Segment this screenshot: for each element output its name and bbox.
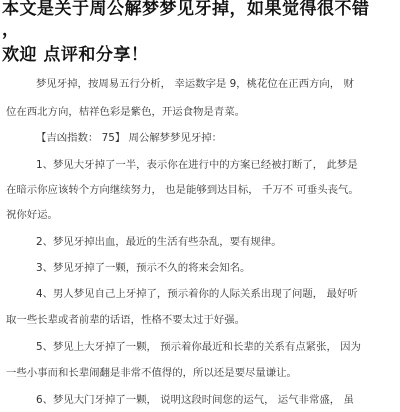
item-1-line-3: 祝你好运。 xyxy=(6,209,58,221)
item-2-line-1: 2、梦见牙掉出血，最近的生活有些杂乱，要有规律。 xyxy=(36,236,282,248)
intro-line-1: 梦见牙掉，按周易五行分析， 幸运数字是 9，桃花位在正西方向， 财 xyxy=(36,78,354,90)
item-6-line-1: 6、梦见大门牙掉了一颗， 说明这段时间您的运气， 运气非常盛， 虽 xyxy=(36,394,354,406)
item-5-line-2: 一些小事而和长辈闹翻是非常不值得的，所以还是要尽量谦让。 xyxy=(6,367,297,379)
item-3-line-1: 3、梦见牙掉了一颗，预示不久的将来会知名。 xyxy=(36,262,251,274)
item-1-line-1: 1、梦见大牙掉了一半，表示你在进行中的方案已经被打断了， 此梦是 xyxy=(36,159,358,171)
title-line-2: ， xyxy=(2,20,20,40)
item-5-line-1: 5、梦见上大牙掉了一颗， 预示着你最近和长辈的关系有点紧张， 因为 xyxy=(36,341,361,353)
intro-line-2: 位在西北方向，桔祥色彩是紫色，开运食物是青菜。 xyxy=(6,106,245,118)
item-4-line-1: 4、男人梦见自己上牙掉了，预示着你的人际关系出现了问题， 最好听 xyxy=(36,288,358,300)
title-line-3: 欢迎 点评和分享！ xyxy=(2,45,149,65)
title-line-1: 本文是关于周公解梦梦见牙掉，如果觉得很不错 xyxy=(2,0,370,19)
item-4-line-2: 取一些长辈或者前辈的话语，性格不要太过于好强。 xyxy=(6,314,245,326)
rating-line: 【吉凶指数： 75】 周公解梦梦见牙掉： xyxy=(36,132,223,144)
item-1-line-2: 在暗示你应该转个方向继续努力， 也是能够到达目标， 千万不 可垂头丧气。 xyxy=(6,184,359,196)
